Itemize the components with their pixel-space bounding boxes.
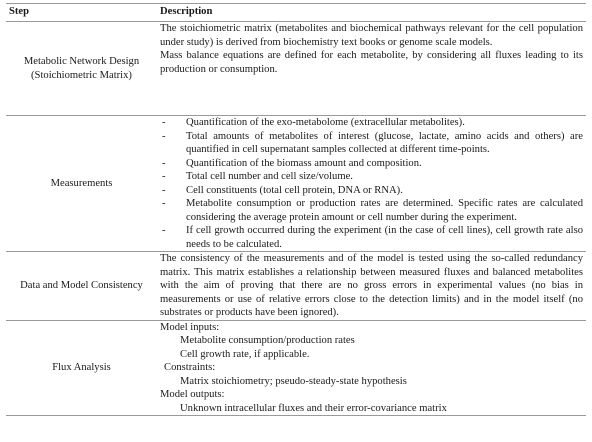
table-header-row (6, 4, 586, 22)
list-item-text: Quantification of the exo-metabolome (extracellular metabolites). (186, 117, 465, 128)
description-cell (157, 320, 586, 416)
list-item (160, 197, 583, 224)
section-label: Model outputs: (160, 389, 225, 400)
description-cell (157, 252, 586, 321)
section-label: Model inputs: (160, 321, 220, 333)
description-paragraph: The consistency of the measurements and of the model is tested using the so-called redundancy matrix. This matrix establishes a relationship between measured fluxes and balanced metabolites with the aim of proving that there are no gross errors in experimental values (no bias in measurements or use of relative errors close to the detection limits) and in the model itself (no substrates or products have been ignored). (160, 253, 583, 318)
header-step: Step (6, 4, 157, 22)
list-item-text: Metabolite consumption or production rates are determined. Specific rates are calculated considering the average protein amount or cell number during the experiment. (186, 198, 583, 223)
list-item (160, 170, 583, 184)
header-description: Description (157, 4, 586, 22)
document-page (6, 3, 586, 416)
list-item (160, 116, 583, 130)
list-item (160, 130, 583, 157)
measurement-list (160, 116, 583, 251)
description-cell (157, 116, 586, 252)
description-paragraph: The stoichiometric matrix (metabolites and biochemical pathways relevant for the cell population under study) is derived from biochemistry text books or genome scale models. (160, 23, 583, 48)
step-cell: Metabolic Network Design (Stoichiometric Matrix) (6, 22, 157, 116)
section-item: Cell growth rate, if applicable. (180, 348, 310, 360)
step-cell: Measurements (6, 116, 157, 252)
dash-marker: - (162, 117, 166, 128)
table-row (6, 22, 586, 116)
dash-marker: - (162, 171, 166, 182)
description-cell (157, 22, 586, 116)
list-item (160, 184, 583, 198)
list-item (160, 224, 583, 251)
section-item: Unknown intracellular fluxes and their error-covariance matrix (180, 402, 447, 414)
list-item-text: Quantification of the biomass amount and composition. (186, 157, 422, 169)
table-row (6, 252, 586, 321)
dash-marker: - (162, 184, 166, 196)
list-item-text: Cell constituents (total cell protein, DNA or RNA). (186, 184, 403, 196)
dash-marker: - (162, 198, 166, 209)
dash-marker: - (162, 157, 166, 169)
dash-marker: - (162, 225, 166, 236)
list-item-text: Total amounts of metabolites of interest (glucose, lactate, amino acids and others) are quantified in cell supernatant samples collected at different time-points. (186, 130, 583, 155)
workflow-table (6, 3, 586, 416)
list-item-text: Total cell number and cell size/volume. (186, 171, 353, 182)
step-cell: Data and Model Consistency (6, 252, 157, 321)
list-item (160, 157, 583, 171)
table-row (6, 320, 586, 416)
list-item-text: If cell growth occurred during the experiment (in the case of cell lines), cell growth rate also needs to be calculated. (186, 225, 583, 250)
description-paragraph: Mass balance equations are defined for each metabolite, by considering all fluxes leading to its production or consumption. (160, 50, 583, 75)
table-row (6, 116, 586, 252)
dash-marker: - (162, 130, 166, 142)
section-item: Metabolite consumption/production rates (180, 335, 355, 346)
step-cell: Flux Analysis (6, 320, 157, 416)
section-label: Constraints: (164, 362, 216, 373)
section-item: Matrix stoichiometry; pseudo-steady-state hypothesis (180, 375, 407, 387)
